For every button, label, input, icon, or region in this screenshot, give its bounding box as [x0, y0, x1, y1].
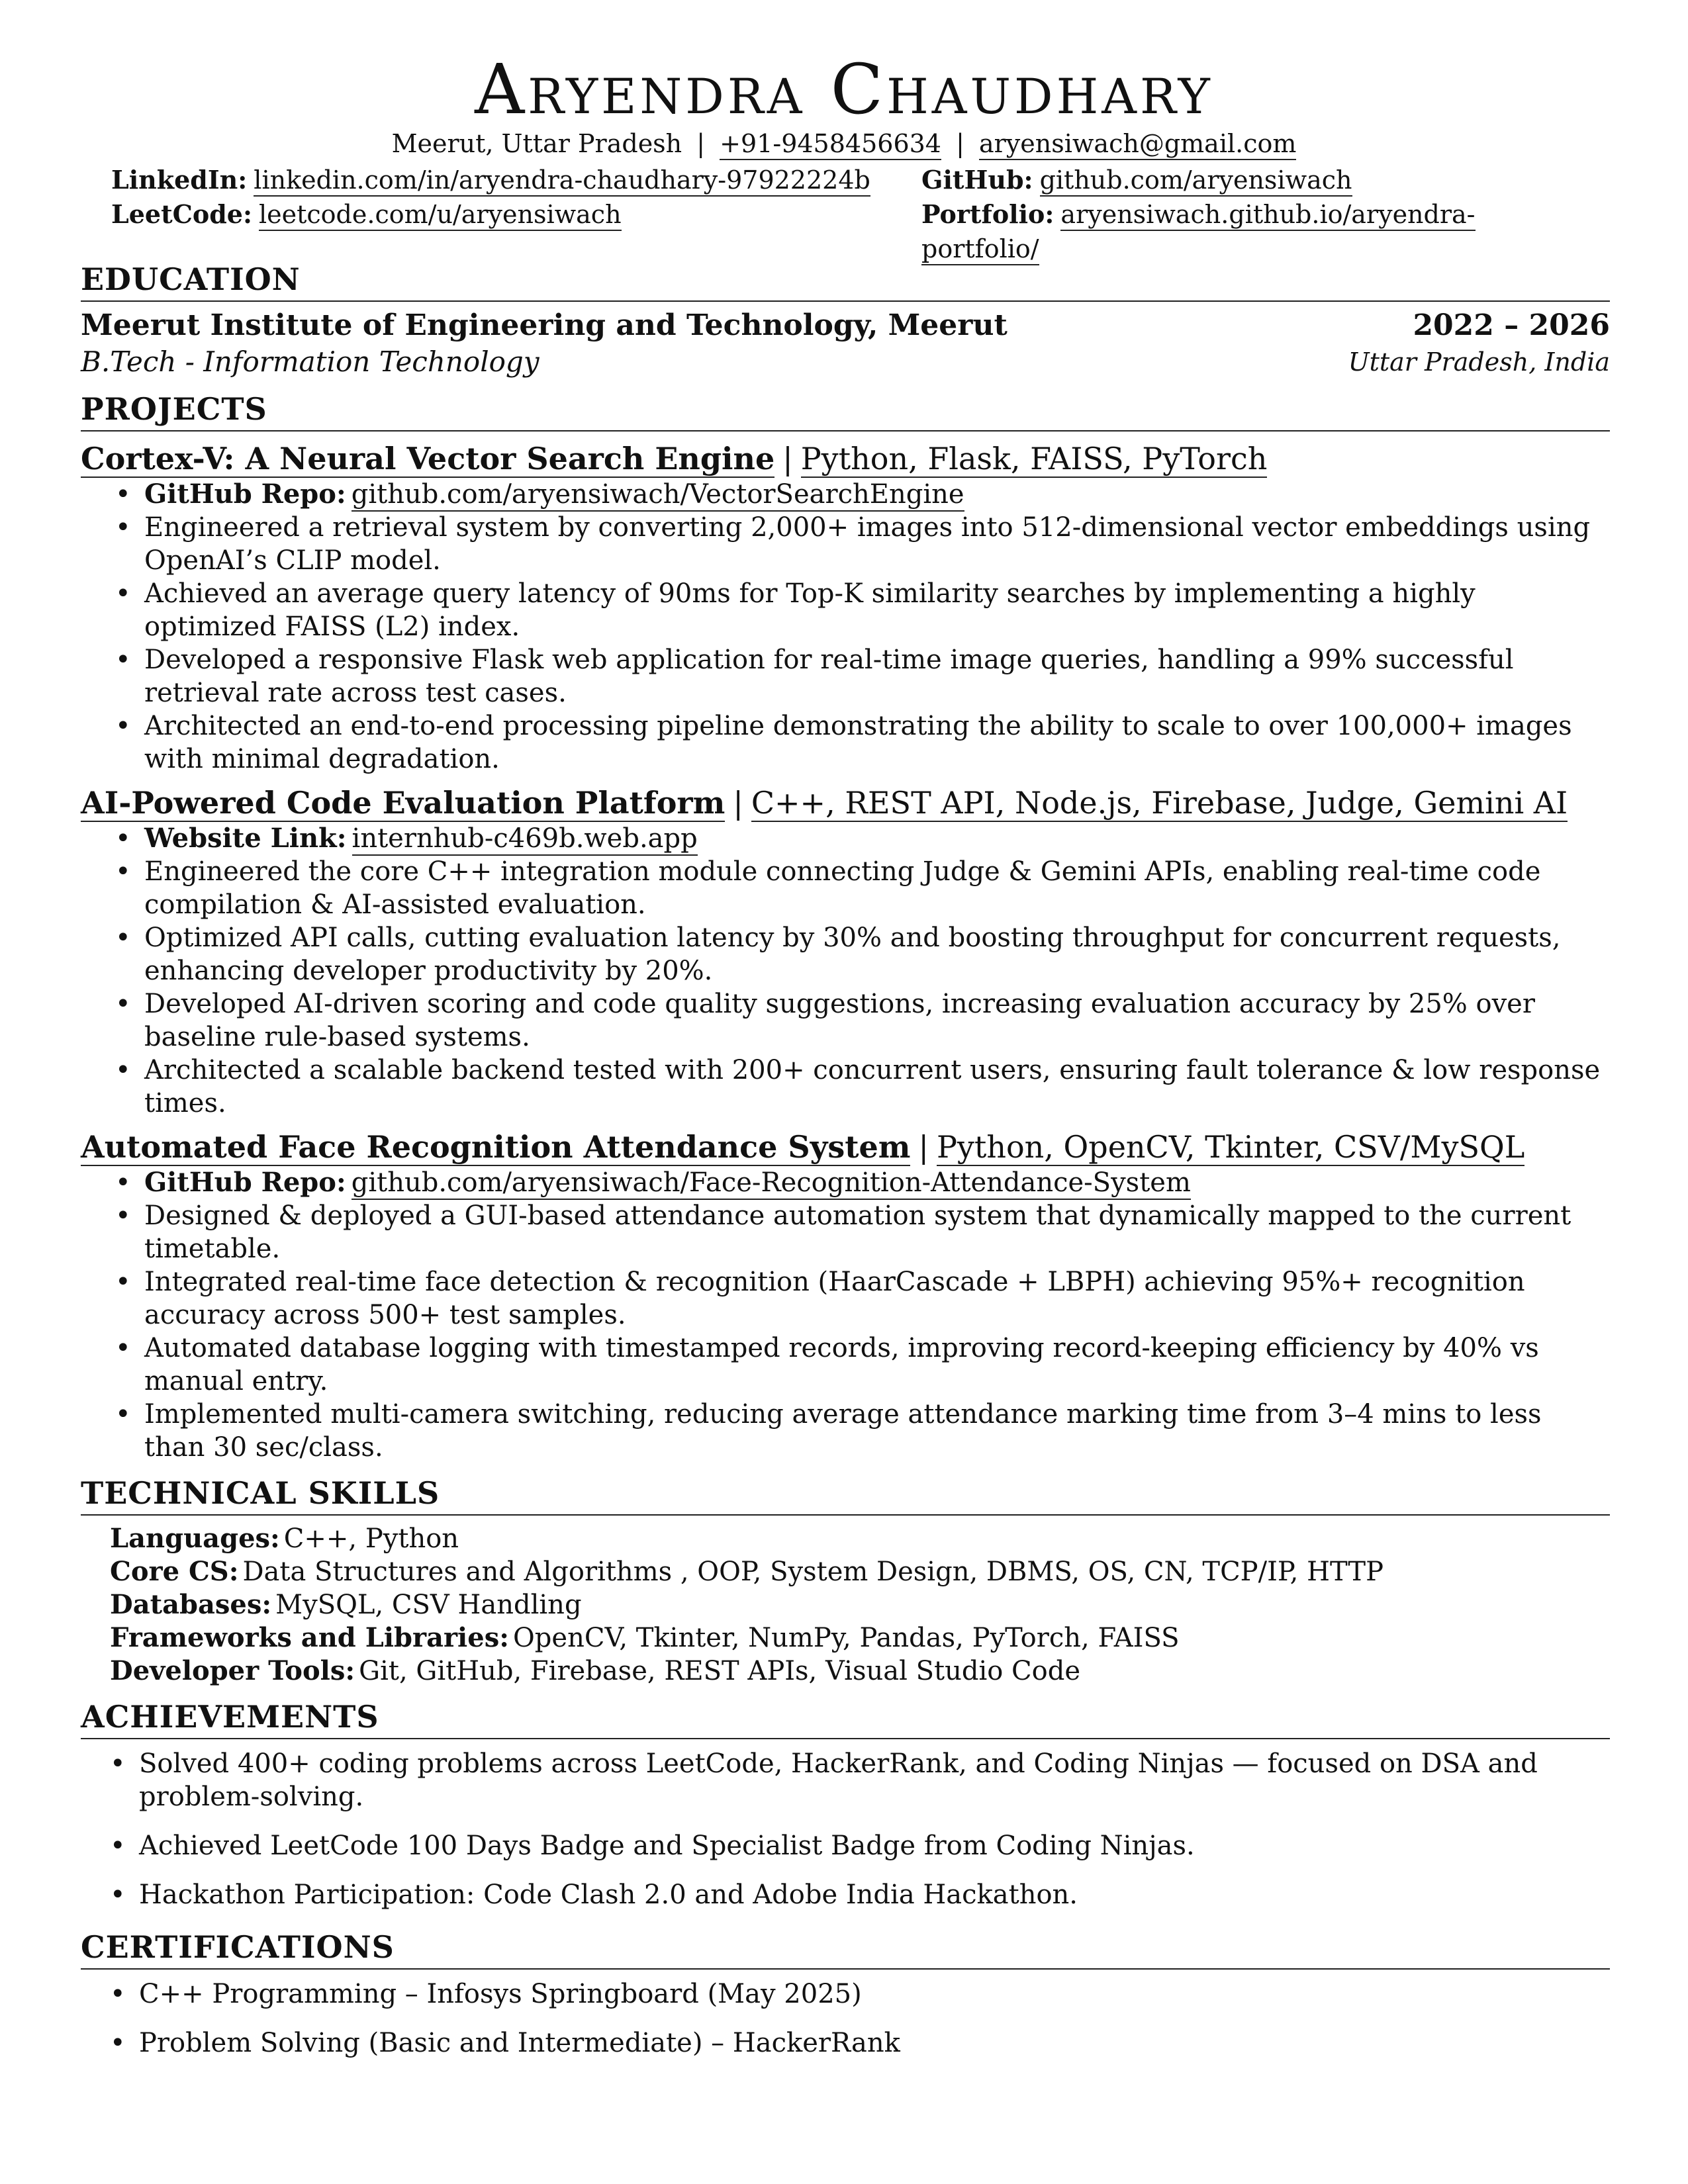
project-title[interactable]: Automated Face Recognition Attendance System: [81, 1129, 911, 1165]
education-row: [81, 307, 1610, 344]
section-title-projects: PROJECTS: [81, 389, 1610, 432]
project-title[interactable]: AI-Powered Code Evaluation Platform: [81, 785, 726, 821]
project-link-label: Website Link:: [144, 823, 347, 854]
project-bullet: • Architected an end-to-end processing pipeline demonstrating the ability to scale to over 100,000+ images with minimal degradation.: [144, 709, 1610, 776]
project-bullet: • Developed AI-driven scoring and code quality suggestions, increasing evaluation accuracy by 25% over baseline rule-based systems.: [144, 987, 1610, 1054]
github-link[interactable]: github.com/aryensiwach: [1040, 165, 1352, 197]
section-title-achievements: ACHIEVEMENTS: [81, 1697, 1610, 1739]
phone-link[interactable]: +91-9458456634: [720, 129, 941, 160]
project-link-label: GitHub Repo:: [144, 478, 346, 510]
resume-body: [81, 250, 1610, 2075]
skill-row: [110, 1555, 1610, 1588]
project-bullet: • Engineered the core C++ integration module connecting Judge & Gemini APIs, enabling real-time code compilation & AI-assisted evaluation.: [144, 855, 1610, 921]
resume-header: [0, 49, 1688, 160]
project-bullet: • Integrated real-time face detection & recognition (HaarCascade + LBPH) achieving 95%+ recognition accuracy across 500+ test samples.: [144, 1265, 1610, 1332]
portfolio-link[interactable]: aryensiwach.github.io/aryendra-portfolio/: [921, 200, 1476, 265]
achievement-item: • Solved 400+ coding problems across LeetCode, HackerRank, and Coding Ninjas — focused on DSA and problem-solving.: [139, 1747, 1610, 1813]
linkedin-link[interactable]: linkedin.com/in/aryendra-chaudhary-97922224b: [254, 165, 870, 197]
project-bullets: [81, 822, 1610, 1120]
project-link-item: [144, 478, 1610, 511]
location-text: Meerut, Uttar Pradesh: [391, 129, 682, 158]
section-title-skills: TECHNICAL SKILLS: [81, 1473, 1610, 1516]
skill-value: Git, GitHub, Firebase, REST APIs, Visual Studio Code: [359, 1656, 1081, 1686]
separator: |: [733, 785, 743, 821]
linkedin-label: LinkedIn:: [111, 165, 248, 195]
project-bullets: [81, 478, 1610, 776]
achievement-item: • Achieved LeetCode 100 Days Badge and Specialist Badge from Coding Ninjas.: [139, 1829, 1610, 1862]
education-location: Uttar Pradesh, India: [1348, 347, 1610, 377]
project-link-label: GitHub Repo:: [144, 1167, 346, 1198]
linkedin-row: [111, 163, 870, 197]
project-stack[interactable]: Python, OpenCV, Tkinter, CSV/MySQL: [936, 1129, 1525, 1165]
skill-row: [110, 1588, 1610, 1621]
project-link[interactable]: github.com/aryensiwach/Face-Recognition-Attendance-System: [352, 1167, 1191, 1200]
leetcode-row: [111, 197, 870, 232]
project-heading: [81, 439, 1610, 478]
achievements-list: [81, 1747, 1610, 1911]
degree-name: B.Tech - Information Technology: [81, 345, 539, 378]
project-bullet: • Developed a responsive Flask web application for real-time image queries, handling a 99% successful retrieval rate across test cases.: [144, 643, 1610, 709]
github-row: [921, 163, 1587, 197]
project-bullet: • Optimized API calls, cutting evaluation latency by 30% and boosting throughput for concurrent requests, enhancing developer productivity by 20%.: [144, 921, 1610, 987]
separator: |: [956, 129, 964, 158]
project-title[interactable]: Cortex-V: A Neural Vector Search Engine: [81, 441, 775, 477]
education-detail-row: [81, 344, 1610, 380]
skill-label: Frameworks and Libraries:: [110, 1622, 509, 1653]
certifications-list: [81, 1978, 1610, 2060]
project-bullet: • Architected a scalable backend tested with 200+ concurrent users, ensuring fault tolerance & low response times.: [144, 1054, 1610, 1120]
project-bullets: [81, 1166, 1610, 1464]
skills-list: [81, 1522, 1610, 1688]
separator: |: [696, 129, 706, 158]
section-title-certifications: CERTIFICATIONS: [81, 1927, 1610, 1970]
project-bullet: • Achieved an average query latency of 90ms for Top-K similarity searches by implementing a highly optimized FAISS (L2) index.: [144, 577, 1610, 643]
separator: |: [782, 441, 793, 477]
institution-name: Meerut Institute of Engineering and Technology, Meerut: [81, 308, 1008, 342]
project-bullet: • Engineered a retrieval system by converting 2,000+ images into 512-dimensional vector embeddings using OpenAI’s CLIP model.: [144, 511, 1610, 577]
skill-label: Databases:: [110, 1589, 272, 1620]
leetcode-label: LeetCode:: [111, 199, 252, 229]
contact-line: [0, 127, 1688, 160]
project-link[interactable]: github.com/aryensiwach/VectorSearchEngine: [352, 479, 964, 512]
github-label: GitHub:: [921, 165, 1033, 195]
certification-item: • Problem Solving (Basic and Intermediate) – HackerRank: [139, 2026, 1610, 2060]
achievement-item: • Hackathon Participation: Code Clash 2.0 and Adobe India Hackathon.: [139, 1878, 1610, 1911]
skill-value: Data Structures and Algorithms , OOP, System Design, DBMS, OS, CN, TCP/IP, HTTP: [242, 1557, 1384, 1587]
project-bullet: • Automated database logging with timestamped records, improving record-keeping efficiency by 40% vs manual entry.: [144, 1332, 1610, 1398]
profile-links: [111, 163, 1587, 263]
skill-row: [110, 1655, 1610, 1688]
candidate-name: Aryendra Chaudhary: [475, 49, 1213, 130]
leetcode-link[interactable]: leetcode.com/u/aryensiwach: [259, 200, 622, 231]
skill-value: MySQL, CSV Handling: [275, 1590, 582, 1620]
email-link[interactable]: aryensiwach@gmail.com: [979, 129, 1296, 160]
skill-row: [110, 1522, 1610, 1555]
portfolio-label: Portfolio:: [921, 199, 1055, 229]
project-heading: [81, 784, 1610, 822]
profile-links-left: [111, 163, 870, 232]
section-title-education: EDUCATION: [81, 259, 1610, 302]
skill-value: OpenCV, Tkinter, NumPy, Pandas, PyTorch, FAISS: [513, 1623, 1180, 1653]
separator: |: [918, 1129, 929, 1165]
project-bullet: • Designed & deployed a GUI-based attendance automation system that dynamically mapped to the current timetable.: [144, 1199, 1610, 1265]
skill-value: C++, Python: [283, 1524, 459, 1554]
skill-row: [110, 1621, 1610, 1655]
project-stack[interactable]: C++, REST API, Node.js, Firebase, Judge, Gemini AI: [751, 785, 1568, 821]
project-stack[interactable]: Python, Flask, FAISS, PyTorch: [800, 441, 1268, 477]
project-heading: [81, 1128, 1610, 1166]
project-link[interactable]: internhub-c469b.web.app: [352, 823, 698, 856]
education-years: 2022 – 2026: [1413, 308, 1610, 342]
skill-label: Developer Tools:: [110, 1655, 355, 1686]
project-link-item: [144, 1166, 1610, 1199]
skill-label: Languages:: [110, 1523, 280, 1554]
certification-item: • C++ Programming – Infosys Springboard (May 2025): [139, 1978, 1610, 2011]
skill-label: Core CS:: [110, 1556, 239, 1587]
project-link-item: [144, 822, 1610, 855]
project-bullet: • Implemented multi-camera switching, reducing average attendance marking time from 3–4 mins to less than 30 sec/class.: [144, 1398, 1610, 1464]
